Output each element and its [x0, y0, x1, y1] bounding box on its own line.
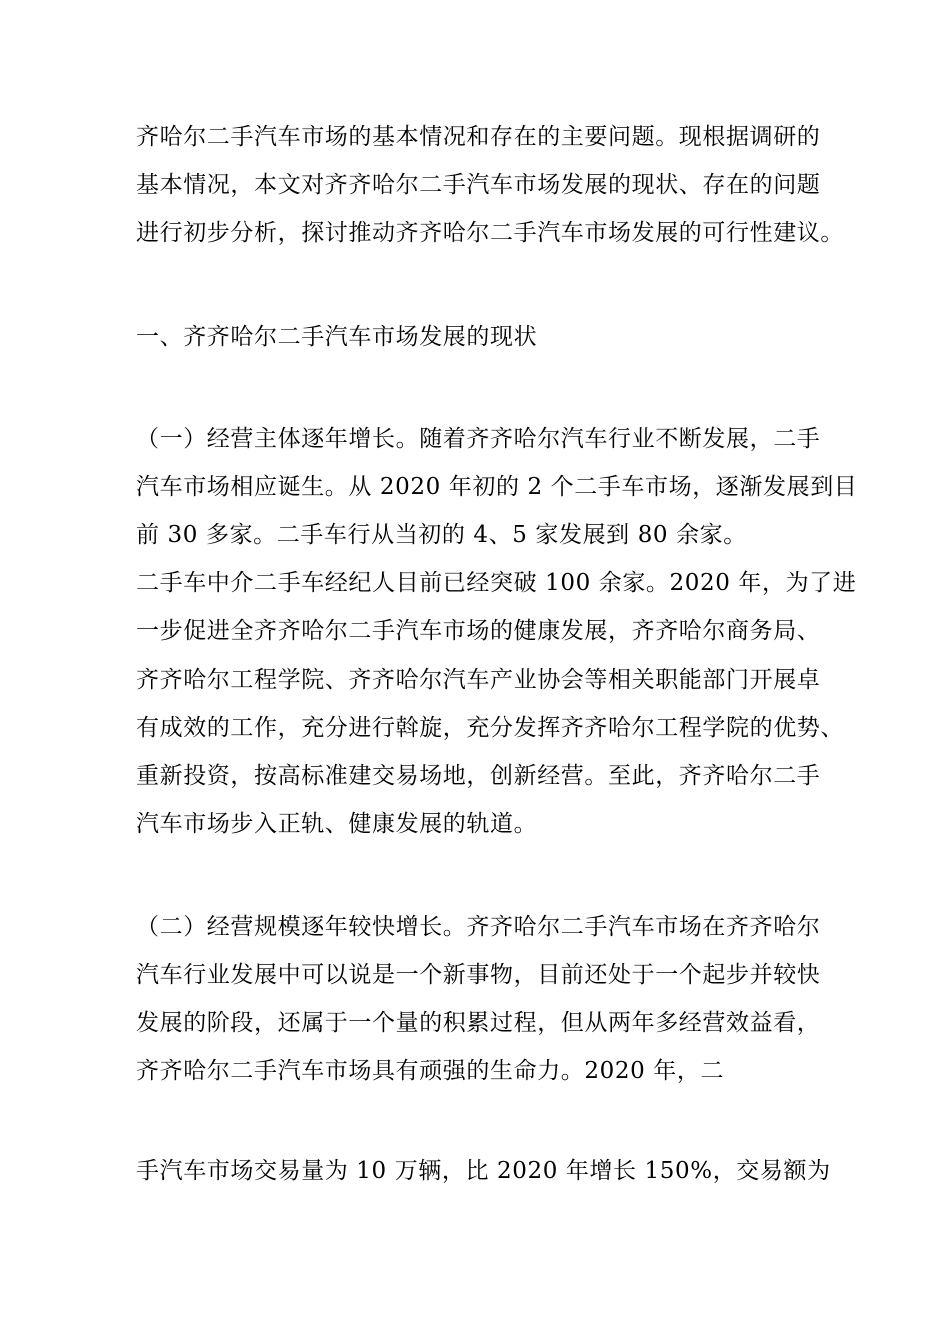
text-line: 二手车中介二手车经纪人目前已经突破 100 余家。2020 年，为了进 — [136, 570, 857, 596]
text-line: 进行初步分析，探讨推动齐齐哈尔二手汽车市场发展的可行性建议。 — [136, 220, 844, 246]
text-line: 汽车行业发展中可以说是一个新事物，目前还处于一个起步并较快 — [136, 962, 821, 988]
text-line: （二）经营规模逐年较快增长。齐齐哈尔二手汽车市场在齐齐哈尔 — [136, 914, 821, 940]
text-line: 齐齐哈尔工程学院、齐齐哈尔汽车产业协会等相关职能部门开展卓 — [136, 667, 821, 693]
text-line: 汽车市场步入正轨、健康发展的轨道。 — [136, 811, 538, 837]
text-line: （一）经营主体逐年增长。随着齐齐哈尔汽车行业不断发展，二手 — [136, 426, 821, 452]
text-line: 前 30 多家。二手车行从当初的 4、5 家发展到 80 余家。 — [136, 522, 747, 548]
text-line: 齐哈尔二手汽车市场的基本情况和存在的主要问题。现根据调研的 — [136, 124, 821, 150]
text-line: 发展的阶段，还属于一个量的积累过程，但从两年多经营效益看， — [136, 1010, 821, 1036]
section-heading: 一、齐齐哈尔二手汽车市场发展的现状 — [136, 324, 538, 350]
text-line: 基本情况，本文对齐齐哈尔二手汽车市场发展的现状、存在的问题 — [136, 172, 821, 198]
text-line: 手汽车市场交易量为 10 万辆，比 2020 年增长 150%，交易额为 — [136, 1158, 831, 1184]
text-line: 汽车市场相应诞生。从 2020 年初的 2 个二手车市场，逐渐发展到目 — [136, 474, 858, 500]
text-line: 齐齐哈尔二手汽车市场具有顽强的生命力。2020 年，二 — [136, 1058, 725, 1084]
text-line: 有成效的工作，充分进行斡旋，充分发挥齐齐哈尔工程学院的优势、 — [136, 715, 844, 741]
text-line: 重新投资，按高标准建交易场地，创新经营。至此，齐齐哈尔二手 — [136, 763, 821, 789]
text-line: 一步促进全齐齐哈尔二手汽车市场的健康发展，齐齐哈尔商务局、 — [136, 618, 821, 644]
